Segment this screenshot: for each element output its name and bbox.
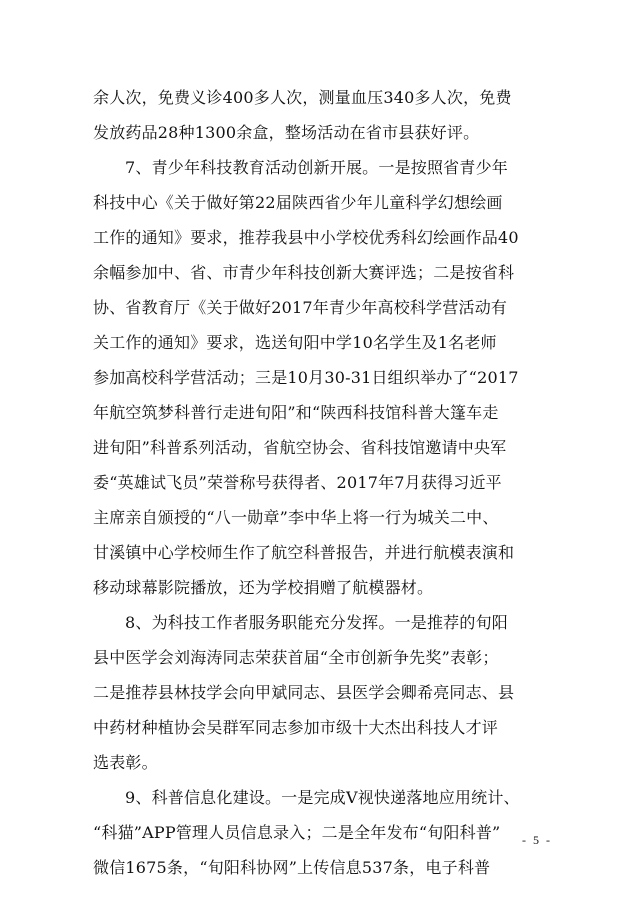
body-line-14: 甘溪镇中心学校师生作了航空科普报告，并进行航模表演和 bbox=[93, 543, 515, 562]
body-line-17: 县中医学会刘海涛同志荣获首届“全市创新争先奖”表彰； bbox=[93, 648, 499, 667]
body-line-20: 选表彰。 bbox=[93, 753, 158, 772]
body-line-12: 委“英雄试飞员”荣誉称号获得者、2017年7月获得习近平 bbox=[93, 473, 502, 492]
body-line-23: 微信1675条，“旬阳科协网”上传信息537条，电子科普 bbox=[93, 858, 491, 877]
body-line-7: 协、省教育厅《关于做好2017年青少年高校科学营活动有 bbox=[93, 298, 508, 317]
body-line-4: 科技中心《关于做好第22届陕西省少年儿童科学幻想绘画 bbox=[93, 193, 503, 212]
section-8-heading-line: 8、为科技工作者服务职能充分发挥。一是推荐的旬阳 bbox=[125, 613, 508, 632]
body-line-1: 余人次，免费义诊400多人次，测量血压340多人次，免费 bbox=[93, 88, 512, 107]
body-line-5: 工作的通知》要求，推荐我县中小学校优秀科幻绘画作品40 bbox=[93, 228, 519, 247]
body-line-6: 余幅参加中、省、市青少年科技创新大赛评选；二是按省科 bbox=[93, 263, 515, 282]
body-line-18: 二是推荐县林技学会向甲斌同志、县医学会卿希亮同志、县 bbox=[93, 683, 515, 702]
body-line-19: 中药材种植协会吴群军同志参加市级十大杰出科技人才评 bbox=[93, 718, 499, 737]
section-7-heading-line: 7、青少年科技教育活动创新开展。一是按照省青少年 bbox=[125, 158, 508, 177]
body-line-8: 关工作的通知》要求，选送旬阳中学10名学生及1名老师 bbox=[93, 333, 497, 352]
body-line-2: 发放药品28种1300余盒，整场活动在省市县获好评。 bbox=[93, 123, 480, 142]
body-line-15: 移动球幕影院播放，还为学校捐赠了航模器材。 bbox=[93, 578, 434, 597]
body-line-10: 年航空筑梦科普行走进旬阳”和“陕西科技馆科普大篷车走 bbox=[93, 403, 499, 422]
body-line-22: “科猫”APP管理人员信息录入；二是全年发布“旬阳科普” bbox=[93, 823, 501, 842]
page-number: - 5 - bbox=[522, 833, 552, 847]
body-line-13: 主席亲自颁授的“八一勋章”李中华上将一行为城关二中、 bbox=[93, 508, 499, 527]
body-line-11: 进旬阳”科普系列活动，省航空协会、省科技馆邀请中央军 bbox=[93, 438, 507, 457]
body-line-9: 参加高校科学营活动；三是10月30-31日组织举办了“2017 bbox=[93, 368, 519, 387]
document-body bbox=[93, 80, 548, 885]
section-9-heading-line: 9、科普信息化建设。一是完成V视快递落地应用统计、 bbox=[125, 788, 520, 807]
